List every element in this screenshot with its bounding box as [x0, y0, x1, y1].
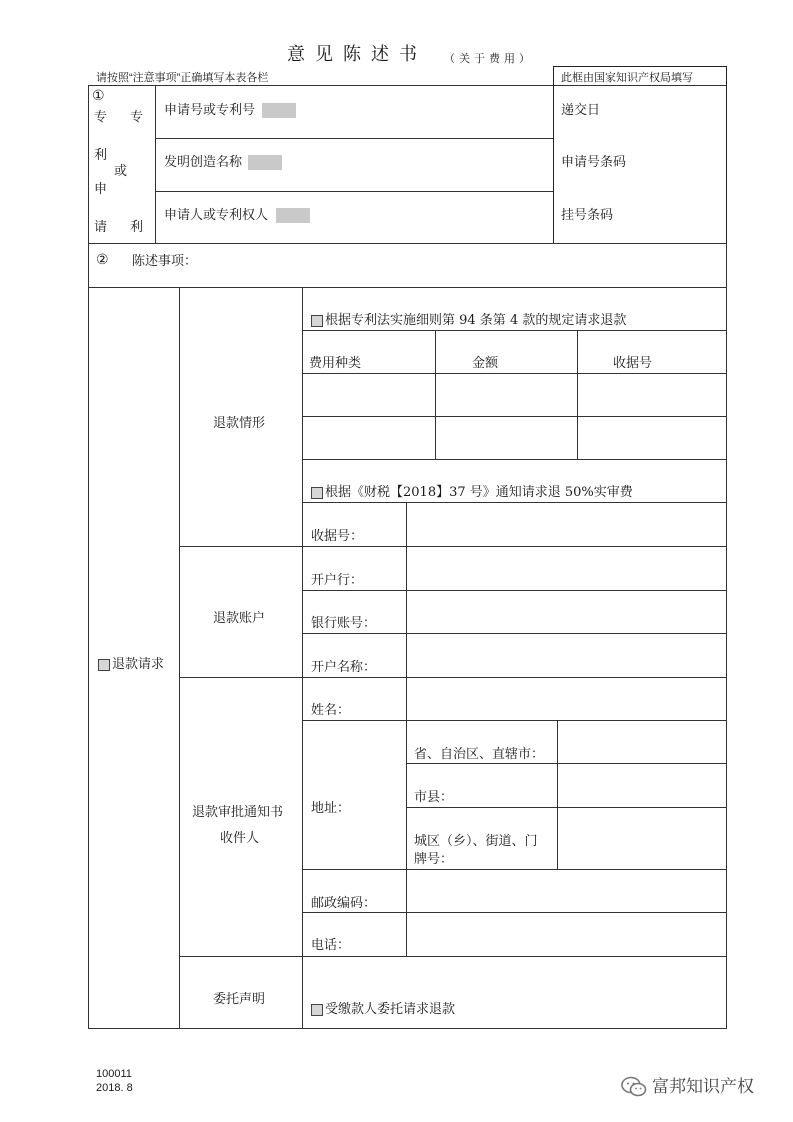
- district-label-line1: 城区（乡）、街道、门: [414, 834, 538, 849]
- bank-name-field[interactable]: [407, 547, 726, 589]
- receipt-number-header: 收据号: [613, 356, 653, 371]
- registered-barcode-label: 挂号条码: [561, 208, 614, 223]
- option-50pct-checkbox[interactable]: [311, 487, 323, 499]
- authorization-option-label: 受缴款人委托请求退款: [325, 1002, 456, 1017]
- form-code: 100011: [96, 1068, 132, 1080]
- name-label: 姓名：: [311, 703, 351, 718]
- phone-label: 电话：: [311, 938, 351, 953]
- side-label-char: 利: [130, 220, 144, 235]
- recipient-label-line2: 收件人: [220, 831, 260, 846]
- statement-label: 陈述事项：: [132, 254, 198, 269]
- bank-name-label: 开户行：: [311, 573, 364, 588]
- receipt-number-cell[interactable]: [578, 417, 726, 458]
- receipt-number-label: 收据号：: [311, 529, 364, 544]
- account-name-label: 开户名称：: [311, 660, 377, 675]
- barcode-label: 申请号条码: [561, 155, 627, 170]
- section-1-number: ①: [92, 88, 105, 104]
- account-name-field[interactable]: [407, 634, 726, 676]
- refund-account-label: 退款账户: [213, 611, 266, 626]
- application-number-field[interactable]: [262, 103, 296, 118]
- option-94-checkbox[interactable]: [311, 315, 323, 327]
- filing-date-label: 递交日: [561, 103, 601, 118]
- district-label-line2: 牌号：: [414, 852, 454, 867]
- authorization-checkbox[interactable]: [311, 1004, 323, 1016]
- phone-field[interactable]: [407, 913, 726, 955]
- form-title: 意见陈述书: [287, 44, 427, 65]
- address-label: 地址：: [311, 801, 351, 816]
- instruction-text: 请按照“注意事项”正确填写本表各栏: [96, 72, 269, 84]
- option-50pct-label: 根据《财税【2018】37 号》通知请求退 50%实审费: [325, 485, 633, 500]
- form-date: 2018. 8: [96, 1082, 133, 1094]
- refund-request-checkbox[interactable]: [98, 659, 110, 671]
- city-label: 市县：: [414, 790, 454, 805]
- recipient-label-line1: 退款审批通知书: [192, 805, 284, 820]
- frame-left: [88, 85, 89, 1029]
- application-number-label: 申请号或专利号: [164, 103, 256, 118]
- bank-account-label: 银行账号：: [311, 616, 377, 631]
- postcode-field[interactable]: [407, 870, 726, 911]
- fee-type-header: 费用种类: [309, 356, 362, 371]
- applicant-field[interactable]: [276, 208, 310, 223]
- refund-situation-label: 退款情形: [213, 416, 266, 431]
- office-box-title: 此框由国家知识产权局填写: [561, 71, 693, 84]
- fee-type-cell[interactable]: [303, 417, 434, 458]
- name-field[interactable]: [407, 678, 726, 719]
- side-label-char: 请: [94, 220, 108, 235]
- option-94-label: 根据专利法实施细则第 94 条第 4 款的规定请求退款: [325, 313, 627, 328]
- side-label-char: 专: [94, 110, 108, 125]
- applicant-label: 申请人或专利权人: [164, 208, 269, 223]
- fee-type-cell[interactable]: [303, 374, 434, 415]
- amount-cell[interactable]: [436, 417, 576, 458]
- refund-request-label: 退款请求: [112, 657, 165, 672]
- wechat-icon: [620, 1076, 648, 1098]
- bank-account-field[interactable]: [407, 591, 726, 632]
- side-label-char: 申: [94, 182, 108, 197]
- amount-cell[interactable]: [436, 374, 576, 415]
- side-label-char: 利: [94, 148, 108, 163]
- side-label-char: 或: [114, 164, 128, 179]
- section-2-number: ②: [96, 252, 109, 268]
- side-label-char: 专: [130, 110, 144, 125]
- invention-title-field[interactable]: [248, 155, 282, 170]
- amount-header: 金额: [472, 356, 499, 371]
- frame-bottom: [88, 1028, 727, 1029]
- province-label: 省、自治区、直辖市：: [414, 747, 545, 762]
- invention-title-label: 发明创造名称: [164, 155, 243, 170]
- receipt-number-cell[interactable]: [578, 374, 726, 415]
- authorization-label: 委托声明: [213, 992, 266, 1007]
- postcode-label: 邮政编码：: [311, 896, 377, 911]
- form-subtitle: （关于费用）: [444, 52, 534, 65]
- province-field[interactable]: [558, 721, 726, 762]
- watermark-text: 富邦知识产权: [652, 1077, 754, 1096]
- city-field[interactable]: [558, 764, 726, 806]
- district-field[interactable]: [558, 808, 726, 868]
- receipt-number-field[interactable]: [407, 503, 726, 546]
